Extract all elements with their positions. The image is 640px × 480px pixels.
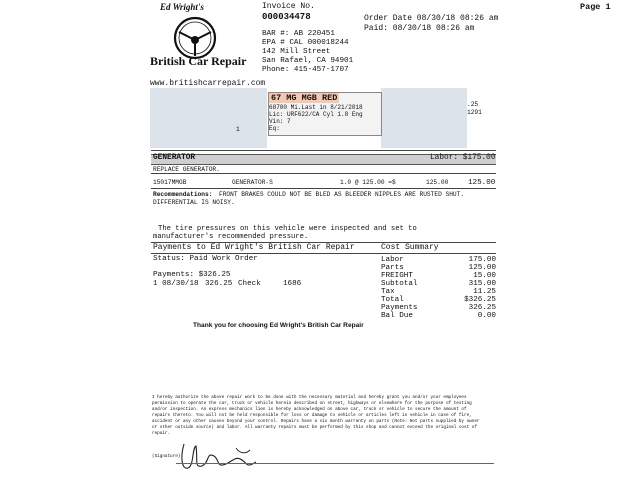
invoice-number: 000034478: [262, 12, 311, 22]
auth-line-2: permission to operate the car, truck or vehicle herein described on street, highways or elsewhere for the purpose of testing: [152, 401, 472, 406]
job-title: GENERATOR: [153, 154, 196, 162]
summary-label-payments: Payments: [381, 304, 418, 312]
signature-icon: [176, 438, 266, 474]
street-address: 142 Mill Street: [262, 48, 331, 56]
customer-fragment-right2: 1291: [467, 109, 482, 116]
summary-label-total: Total: [381, 296, 404, 304]
signature-line: [176, 463, 494, 464]
city-address: San Rafael, CA 94901: [262, 57, 354, 65]
auth-line-7: repair.: [152, 431, 171, 436]
summary-value-total: $326.25: [464, 296, 496, 304]
customer-fragment-left: 1: [236, 126, 240, 133]
tire-note-line2: manufacturer's recommended pressure.: [153, 233, 309, 241]
recommendations-label: Recommendations:: [153, 191, 213, 198]
summary-label-labor: Labor: [381, 256, 404, 264]
payments-total: Payments: $326.25: [153, 271, 231, 279]
payments-header: Payments to Ed Wright's British Car Repair: [153, 243, 355, 252]
part-extended: 125.00: [426, 179, 449, 186]
customer-fragment-right1: .25: [467, 101, 479, 108]
summary-value-subtotal: 315.00: [468, 280, 496, 288]
part-number: 15017MMGB: [153, 179, 187, 186]
summary-value-labor: 175.00: [468, 256, 496, 264]
epa-number: EPA # CAL 000018244: [262, 39, 349, 47]
recommendations-text: FRONT BRAKES COULD NOT BE BLED AS BLEEDER NIPPLES ARE RUSTED SHUT. DIFFERENTIAL IS NOISY.: [153, 191, 465, 206]
part-qty-price: 1.0 @ 125.00 =$: [340, 179, 396, 186]
payment-row-ref: 1686: [283, 280, 302, 288]
payment-status: Status: Paid Work Order: [153, 255, 258, 263]
payment-row-amount: 326.25: [205, 280, 233, 288]
logo-script-name: Ed Wright's: [160, 2, 204, 12]
summary-label-freight: FREIGHT: [381, 272, 413, 280]
paid-date: Paid: 08/30/18 08:26 am: [364, 24, 475, 33]
auth-line-5: accident or any other causes beyond your control. Repairs have a six month warranty on parts (Note: Not parts supplied by owner: [152, 419, 480, 424]
vehicle-mileage: 68700 Mi.Last in 8/21/2018: [269, 104, 363, 111]
divider: [151, 188, 496, 189]
thank-you-note: Thank you for choosing Ed Wright's British Car Repair: [193, 322, 364, 329]
summary-label-parts: Parts: [381, 264, 404, 272]
part-name: GENERATOR-S: [232, 179, 273, 186]
signature-label: (Signature): [152, 454, 181, 459]
redacted-contact-block: [381, 88, 467, 148]
summary-value-parts: 125.00: [468, 264, 496, 272]
divider: [151, 173, 496, 174]
auth-line-6: or other outside source) and labor. All warranty repairs must be performed by this shop and cannot exceed the original cost of: [152, 425, 477, 430]
vehicle-license: Lic: URF622/CA Cyl 1.8 Eng: [269, 111, 363, 118]
summary-label-bal-due: Bal Due: [381, 312, 413, 320]
job-description: REPLACE GENERATOR.: [153, 166, 220, 173]
vehicle-title: 67 MG MGB RED: [271, 93, 338, 103]
redacted-customer-block: [150, 88, 267, 148]
summary-label-tax: Tax: [381, 288, 395, 296]
website-link[interactable]: www.britishcarrepair.com: [150, 79, 266, 88]
auth-line-4: repairs thereto. You will not be held responsible for loss or damage to vehicle or articles left in vehicle in case of fire,: [152, 413, 472, 418]
phone-number: Phone: 415-457-1707: [262, 66, 349, 74]
bar-number: BAR #: AB 220451: [262, 30, 335, 38]
summary-value-freight: 15.00: [473, 272, 496, 280]
summary-label-subtotal: Subtotal: [381, 280, 418, 288]
logo-business-name: British Car Repair: [150, 54, 247, 68]
invoice-label: Invoice No.: [262, 2, 315, 11]
divider: [151, 150, 496, 151]
cost-summary-header: Cost Summary: [381, 243, 439, 252]
summary-value-payments: 326.25: [468, 304, 496, 312]
auth-line-1: I hereby authorize the above repair work to be done with the necessary material and hereby grant you and/or your employees: [152, 395, 467, 400]
vehicle-equipment: Eq:: [269, 125, 280, 132]
page-number: Page 1: [580, 2, 611, 12]
payment-row-type: Check: [238, 280, 261, 288]
job-line-total: 125.00: [468, 179, 496, 187]
payment-row-date: 1 08/30/18: [153, 280, 199, 288]
tire-note-line1: The tire pressures on this vehicle were inspected and set to: [158, 225, 417, 233]
job-labor: Labor: $175.00: [430, 154, 496, 162]
auth-line-3: and/or inspection. An express mechanics lien is hereby acknowledged on above car, truck or vehicle to secure the amount of: [152, 407, 467, 412]
vehicle-vin: Vin: 7: [269, 118, 291, 125]
summary-value-bal-due: 0.00: [477, 312, 496, 320]
order-date: Order Date 08/30/18 08:26 am: [364, 14, 499, 23]
summary-value-tax: 11.25: [473, 288, 496, 296]
